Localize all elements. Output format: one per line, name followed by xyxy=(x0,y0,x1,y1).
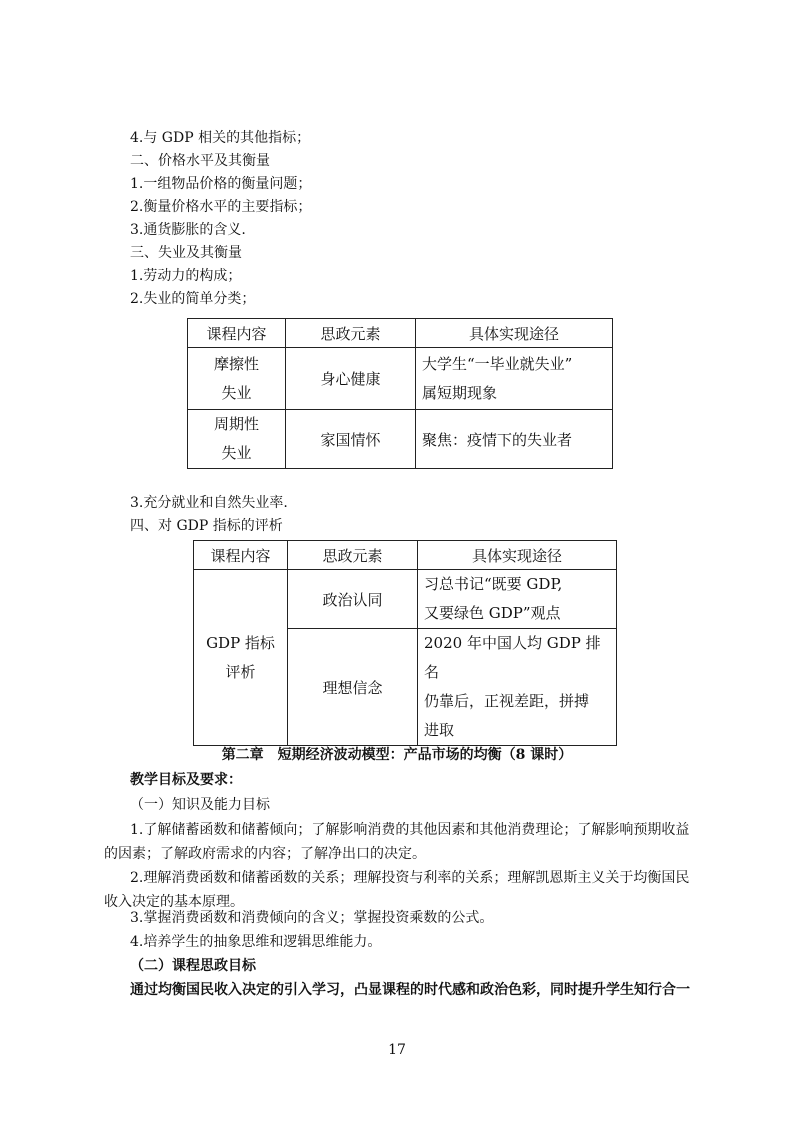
text-line: 1.劳动力的构成； xyxy=(130,268,242,284)
path-cell: 2020 年中国人均 GDP 排名 仍靠后，正视差距，拼搏 进取 xyxy=(418,629,617,746)
table-header: 课程内容 xyxy=(188,319,286,348)
chapter-title: 第二章 短期经济波动模型：产品市场的均衡（8 课时） xyxy=(221,747,573,763)
table-header: 思政元素 xyxy=(288,541,418,570)
paragraph: 通过均衡国民收入决定的引入学习，凸显课程的时代感和政治色彩，同时提升学生知行合一 xyxy=(130,982,690,998)
table-header: 具体实现途径 xyxy=(418,541,617,570)
element-cell: 理想信念 xyxy=(288,629,418,746)
gdp-evaluation-table xyxy=(193,540,617,746)
element-cell: 身心健康 xyxy=(286,348,416,410)
text-line: 2.失业的简单分类； xyxy=(130,291,256,307)
course-content-cell: 周期性 失业 xyxy=(188,410,286,469)
text-line: 3.通货膨胀的含义. xyxy=(130,222,246,238)
path-cell: 聚焦：疫情下的失业者 xyxy=(416,410,613,469)
table-row xyxy=(194,570,617,629)
path-cell: 大学生“一毕业就失业” 属短期现象 xyxy=(416,348,613,410)
paragraph: 1.了解储蓄函数和储蓄倾向；了解影响消费的其他因素和其他消费理论；了解影响预期收益的因素；了解政府需求的内容；了解净出口的决定。 xyxy=(104,822,690,862)
goals-heading: 教学目标及要求： xyxy=(130,772,242,788)
unemployment-table xyxy=(187,318,613,469)
table-row xyxy=(188,410,613,469)
table-row xyxy=(188,348,613,410)
table-header: 思政元素 xyxy=(286,319,416,348)
section-heading: 三、失业及其衡量 xyxy=(130,245,242,261)
text-line: 4.与 GDP 相关的其他指标； xyxy=(130,130,311,146)
paragraph: 3.掌握消费函数和消费倾向的含义；掌握投资乘数的公式。 xyxy=(130,910,494,926)
table-header: 具体实现途径 xyxy=(416,319,613,348)
paragraph: 4.培养学生的抽象思维和逻辑思维能力。 xyxy=(130,934,382,950)
section-heading: 四、对 GDP 指标的评析 xyxy=(130,518,283,534)
table-header: 课程内容 xyxy=(194,541,288,570)
element-cell: 政治认同 xyxy=(288,570,418,629)
course-content-cell: GDP 指标 评析 xyxy=(194,570,288,746)
page-number: 17 xyxy=(388,1042,406,1058)
text-line: 1.一组物品价格的衡量问题； xyxy=(130,176,312,192)
subsection-heading: （一）知识及能力目标 xyxy=(130,797,270,813)
course-content-cell: 摩擦性 失业 xyxy=(188,348,286,410)
paragraph: 2.理解消费函数和储蓄函数的关系；理解投资与利率的关系；理解凯恩斯主义关于均衡国民收入决定的基本原理。 xyxy=(104,870,690,910)
element-cell: 家国情怀 xyxy=(286,410,416,469)
section-heading: 二、价格水平及其衡量 xyxy=(130,153,270,169)
text-line: 2.衡量价格水平的主要指标； xyxy=(130,199,312,215)
subsection-heading: （二）课程思政目标 xyxy=(130,958,256,974)
path-cell: 习总书记“既要 GDP, 又要绿色 GDP”观点 xyxy=(418,570,617,629)
text-line: 3.充分就业和自然失业率. xyxy=(130,495,288,511)
